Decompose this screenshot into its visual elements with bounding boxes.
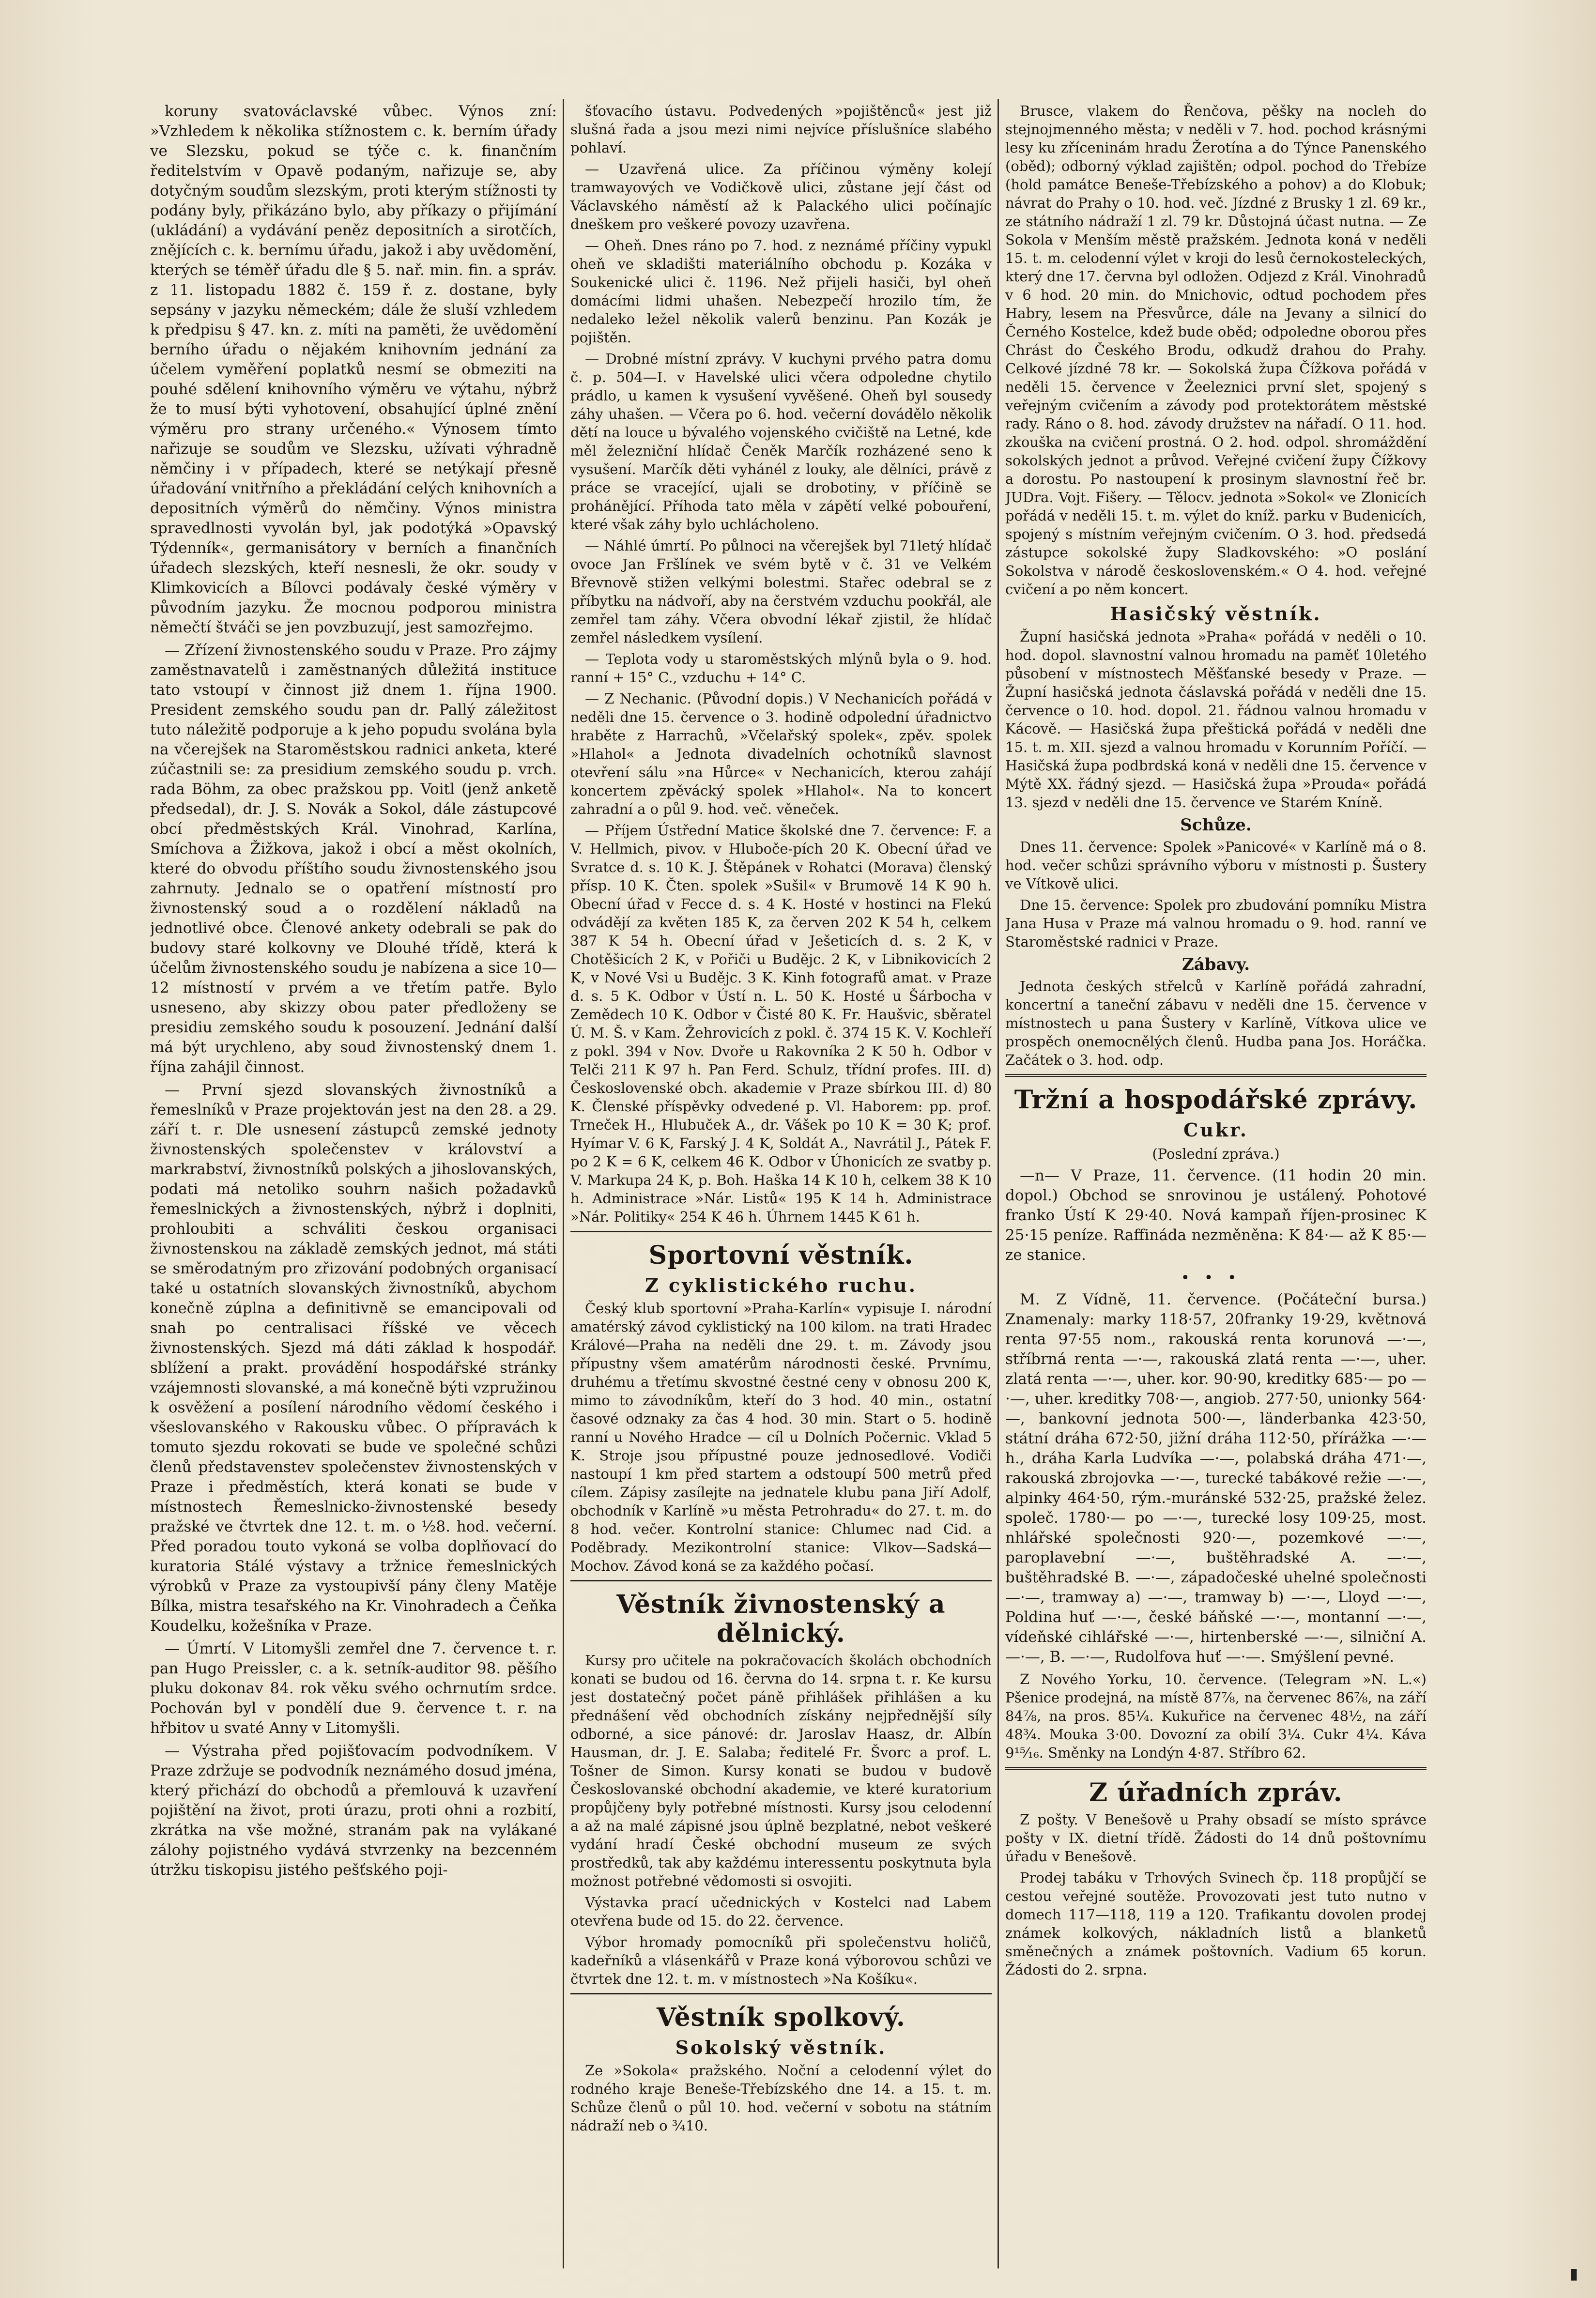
article-paragraph: Z Nového Yorku, 10. července. (Telegram »N. L.«) Pšenice prodejná, na místě 87⅞, na červenec 86⅞, na září 84⅞, na pros. 85¼. Kukuřice na červenec 48½, na září 48¾. Mouka 3·00. Dovozní za obilí 3¼. Cukr 4¼. Káva 9¹⁵⁄₁₆. Směnky na Londýn 4·87. Stříbro 62. xyxy=(1005,1671,1427,1761)
section-divider xyxy=(570,1231,992,1232)
article-paragraph: šťovacího ústavu. Podvedených »pojištěnců« jest již slušná řada a jsou mezi nimi nejvíce příslušníce slabého pohlaví. xyxy=(570,103,992,156)
column-rule xyxy=(998,99,999,2268)
article-paragraph: Dne 15. července: Spolek pro zbudování pomníku Mistra Jana Husa v Praze má valnou hromadu o 9. hod. ranní ve Staroměstské radnici v Praze. xyxy=(1005,897,1427,950)
section-heading-trade: Věstník živnostenský a dělnický. xyxy=(616,1590,946,1648)
section-heading-meetings: Schůze. xyxy=(1180,815,1252,835)
article-paragraph: M. Z Vídně, 11. července. (Počáteční bursa.) Znamenaly: marky 118·57, 20franky 19·29, květnová renta 97·55 nom., rakouská renta korunová —·—, stříbrná renta —·—, rakouská zlatá renta —·—, uher. zlatá renta —·—, uher. kor. 90·90, kreditky 685·— po —·—, uher. kreditky 708·—, angiob. 277·50, unionky 564·—, bankovní jednota 500·—, länderbanka 423·50, státní dráha 672·50, jižní dráha 112·50, přírážka —·— h., dráha Karla Ludvíka —·—, polabská dráha 471·—, rakouská zbrojovka —·—, turecké tabákové režie —·—, alpinky 464·50, rým.-muránské 532·25, pražské želez. společ. 1780·— po —·—, turecké losy 109·25, most. nhlářské společnosti 920·—, pozemkové —·—, paroplavební —·—, buštěhradské A. —·—, buštěhradské B. —·—, západočeské uhelné společnosti —·—, tramway a) —·—, tramway b) —·—, Lloyd —·—, Poldina huť —·—, české báňské —·—, montanní —·—, vídeňské cihlářské —·—, hirtenberské —·—, silniční A. —·—, B. —·—, Rudolfova huť —·—. Smýšlení pevné. xyxy=(1005,1291,1427,1666)
column-rule xyxy=(563,99,564,2268)
subheading-sokol: Sokolský věstník. xyxy=(675,2037,887,2058)
article-paragraph: koruny svatováclavské vůbec. Výnos zní: »Vzhledem k několika stížnostem c. k. berním úřady ve Slezsku, pokud se týče c. k. finančním ředitelstvím v Opavě podaným, nařizuje se, aby dotyčným soudům slezským, proti kterým stížnosti ty podány byly, přikázáno bylo, aby příkazy o přijímání (ukládání) a vydávání peněz depositních a sirotčích, znějících c. k. bernímu úřadu, jakož i aby uvědomění, kterých se téměř úřadu dle § 5. nař. min. fin. a správ. z 11. listopadu 1882 č. 159 ř. z. dostane, byly sepsány v jazyku německém; dále že sluší vzhledem k předpisu § 47. kn. z. míti na paměti, že uvědomění berního úřadu o nějakém knihovním jednání za účelem vyměření poplatků nesmí se obmeziti na pouhé sdělení knihovního výměru ve výtahu, nýbrž že to musí býti vyhotovení, obsahující úplné znění výměru pro strany určeného.« Výnosem tímto nařizuje se soudům ve Slezsku, užívati výhradně němčiny i v případech, které se netýkají přesně úřadování vnitřního a překládání celých knihovních a depositních výměrů do němčiny. Výnos ministra spravedlnosti vyvolán byl, jak podotýká »Opavský Týdenník«, germanisátory v berních a finančních úřadech slezských, kteří nesnesli, že okr. soudy v Klimkovicích a Bílovci podávaly české výměry v původním jazyku. Že mocnou podporou ministra němečtí štváči se jen povzbuzují, jest samozřejmo. xyxy=(150,103,557,636)
article-paragraph: Výstavka prací učednických v Kostelci nad Labem otevřena bude od 15. do 22. července. xyxy=(570,1894,992,1929)
dot-separator: ••• xyxy=(1181,1269,1251,1287)
sugar-note: (Poslední zpráva.) xyxy=(1152,1146,1280,1162)
section-heading-firefighters: Hasičský věstník. xyxy=(1110,603,1322,625)
article-paragraph: — Příjem Ústřední Matice školské dne 7. července: F. a V. Hellmich, pivov. v Hluboče-pích 20 K. Obecní úřad ve Svratce d. s. 10 K. J. Štěpánek v Rohatci (Morava) členský přísp. 10 K. Čten. spolek »Sušil« v Brumově 14 K 90 h. Obecní úřad v Fecce d. s. 4 K. Hosté v hostinci na Flekú odvádějí za květen 185 K, za červen 202 K 54 h, celkem 387 K 54 h. Obecní úřad v Ješeticích d. s. 2 K, v Chotěšicích 2 K, v Pořiči u Budějc. 2 K, v Libnikovicích 2 K, v Nové Vsi u Budějc. 3 K. Kinh fotografů amat. v Praze d. s. 5 K. Odbor v Ústí n. L. 50 K. Hosté u Šárbocha v Zemědech 10 K. Odbor v Čisté 80 K. Fr. Haušvic, sběratel Ú. M. Š. v Kam. Žehrovicích z pokl. č. 374 15 K. V. Kochleří z pokl. 394 v Nov. Dvoře u Rakovníka 2 K 50 h. Odbor v Telči 211 K 97 h. Pan Ferd. Schulz, třídní profes. III. d) Československé obch. akademie v Praze sbírkou III. d) 80 K. Členské příspěvky odvedené p. Vl. Haborem: pp. prof. Trneček H., Hlubuček A., dr. Vášek po 10 K = 30 K; prof. Hyímar V. 6 K, Farský J. 4 K, Soldát A., Navrátil J., Pátek F. po 2 K = 6 K, celkem 46 K. Odbor v Úhonicích ze svatby p. V. Markupa 24 K, p. Boh. Haška 14 K 10 h, celkem 38 K 10 h. Administrace »Nár. Listů« 195 K 14 h. Administrace »Nár. Politiky« 254 K 46 h. Úhrnem 1445 K 61 h. xyxy=(570,822,992,1225)
article-paragraph: — Náhlé úmrtí. Po půlnoci na včerejšek byl 71letý hlídač ovoce Jan Fršlínek ve svém bytě v č. 31 ve Velkém Břevnově stižen velkými bolestmi. Stařec odebral se z příbytku na nádvoří, aby na čerstvém vzduchu pookřál, ale zemřel tam záhy. Včera obvodní lékař zjistil, že hlídač zemřel následkem vysílení. xyxy=(570,537,992,646)
article-paragraph: — Teplota vody u staroměstských mlýnů byla o 9. hod. ranní + 15° C., vzduchu + 14° C. xyxy=(570,651,992,686)
subheading-sugar: Cukr. xyxy=(1183,1119,1248,1141)
article-paragraph: — Uzavřená ulice. Za příčinou výměny kolejí tramwayových ve Vodičkově ulici, zůstane její část od Václavského náměstí až k Palackého ulici počínajíc dneškem pro veškeré povozy uzavřena. xyxy=(570,161,992,232)
article-paragraph: — Oheň. Dnes ráno po 7. hod. z neznámé příčiny vypukl oheň ve skladišti materiálního obchodu p. Kozáka v Soukenické ulici č. 1196. Než přijeli hasiči, byl oheň domácími lidmi uhašen. Nebezpečí hrozilo tím, že nedaleko ležel několik valerů benzinu. Pan Kozák je pojištěn. xyxy=(570,237,992,346)
article-paragraph: — Úmrtí. V Litomyšli zemřel dne 7. července t. r. pan Hugo Preissler, c. a k. setník-auditor 98. pěšího pluku dokonav 84. rok věku svého ochrnutím srdce. Pochován byl v pondělí due 9. července t. r. na hřbitov u svaté Anny v Litomyšli. xyxy=(150,1640,557,1737)
column-3 xyxy=(1005,102,1427,2276)
article-paragraph: — Zřízení živnostenského soudu v Praze. Pro zájmy zaměstnavatelů i zaměstnaných důležitá instituce tato vstoupí v činnost již dnem 1. října 1900. President zemského soudu pan dr. Pallý záležitost tuto náležitě podporuje a k jeho popudu svolána byla na včerejšek na Staroměstskou radnici anketa, které zúčastnili se: za presidium zemského soudu p. vrch. rada Böhm, za obec pražskou pp. Voitl (jenž anketě předsedal), dr. J. S. Novák a Sokol, dále zástupcové obcí předměstských Král. Vinohrad, Karlína, Smíchova a Žižkova, jakož i obcí a měst okolních, které do obvodu příštího soudu živnostenského jsou zahrnuty. Jednalo se o opatření místností pro živnostenský soud a o rozdělení nákladů na jednotlivé obce. Členové ankety odebrali se pak do budovy staré kolkovny ve Dlouhé třídě, která k účelům živnostenského soudu je nabízena a sice 10—12 místností v prvém a ve třetím patře. Bylo usneseno, aby skizzy obou pater předloženy se presidiu zemského soudu k posouzení. Jednání další má být urychleno, aby soud živnostenský dnem 1. října zahájil činnost. xyxy=(150,642,557,1076)
article-paragraph: Ze »Sokola« pražského. Noční a celodenní výlet do rodného kraje Beneše-Třebízského dne 14. a 15. t. m. Schůze členů o půl 10. hod. večerní v sobotu na státním nádraží neb o ¾10. xyxy=(570,2062,992,2134)
section-divider xyxy=(1005,1767,1427,1770)
article-paragraph: — Drobné místní zprávy. V kuchyni prvého patra domu č. p. 504—I. v Havelské ulici včera odpoledne chytilo prádlo, u kamen k vysušení vyvěšené. Oheň byl sousedy záhy uhašen. — Včera po 6. hod. večerní dovádělo několik dětí na louce u bývalého vojenského cvičiště na Letné, kde měl železniční hlídač Čeněk Marčík rozházené seno k vysušení. Marčík děti vyhánél z louky, ale dělníci, právě z práce se vracející, ujali se drobotiny, v příčině se prohánějící. Příhoda tato měla v zápětí velké pobouření, které však záhy bylo uchlácholeno. xyxy=(570,351,992,533)
article-paragraph: Výbor hromady pomocníků při společenstvu holičů, kadeřníků a vlásenkářů v Praze koná výborovou schůzi ve čtvrtek dne 12. t. m. v místnostech »Na Košíku«. xyxy=(570,1934,992,1987)
article-paragraph: Z pošty. V Benešově u Prahy obsadí se místo správce pošty v IX. dietní třídě. Žádosti do 14 dnů poštovnímu úřadu v Benešově. xyxy=(1005,1811,1427,1865)
article-paragraph: Dnes 11. července: Spolek »Panicové« v Karlíně má o 8. hod. večer schůzi správního výboru v místnosti p. Šustery ve Vítkově ulici. xyxy=(1005,839,1427,892)
column-1 xyxy=(150,102,557,2276)
column-2 xyxy=(570,102,992,2276)
article-paragraph: — Výstraha před pojišťovacím podvodníkem. V Praze zdržuje se podvodník neznámého dosud jména, který přichází do obchodů a přemlouvá k uzavření pojištění na život, proti úrazu, proti ohni a rozbití, zkrátka na vše možné, stranám pak na vylákané zálohy pojistného vydává stvrzenky na bezcenném útržku tiskopisu jistého pešťského poji- xyxy=(150,1742,557,1879)
section-divider xyxy=(1005,1074,1427,1077)
article-paragraph: Brusce, vlakem do Řenčova, pěšky na nocleh do stejnojmenného města; v neděli v 7. hod. pochod krásnými lesy ku zříceninám hradu Žerotína a do Týnce Panenského (oběd); odborný výklad zajištěn; odpol. pochod do Třebíze (hold památce Beneše-Třebízského a pohov) a do Klobuk; návrat do Prahy o 10. hod. več. Jízdné z Brusky 1 zl. 69 kr., ze státního nádraží 1 zl. 79 kr. Důstojná účast nutna. — Ze Sokola v Menším městě pražském. Jednota koná v neděli 15. t. m. celodenní výlet v kroji do lesů černokosteleckých, který dne 17. června byl odložen. Odjezd z Král. Vinohradů v 6 hod. 20 min. do Mnichovic, odtud pochodem přes Habry, lesem na Přesvůrce, dále na Jevany a silnicí do Černého Kostelce, kdež bude oběd; odpoledne oborou přes Chrást do Českého Brodu, odkudž drahou do Prahy. Celkové jízdné 78 kr. — Sokolská župa Čížkova pořádá v neděli 15. července v Žeeleznici první slet, spojený s veřejným cvičením a závody pod protektorátem městské rady. Ráno o 8. hod. závody družstev na nářadí. O 11. hod. zkouška na cvičení prostná. O 2. hod. odpol. shromáždění sokolských jednot a průvod. Veřejné cvičení župy Čížkovy a dorostu. Po nastoupení k prosinym slavnostní řeč br. JUDra. Vojt. Fišery. — Tělocv. jednota »Sokol« ve Zlonicích pořádá v neděli 15. t. m. výlet do kníž. parku v Budenicích, spojený s místním veřejným cvičením. O 3. hod. předsedá zástupce sokolské župy Sladkovského: »O poslání Sokolstva v národě československém.« O 4. hod. veřejné cvičení a po něm koncert. xyxy=(1005,103,1427,597)
article-paragraph: — První sjezd slovanských živnostníků a řemeslníků v Praze projektován jest na den 28. a 29. září t. r. Dle usnesení zástupců zemské jednoty živnostenských společenstev v království a markrabství, živnostníků polských a jihoslovanských, podati má netoliko souhrn našich požadavků řemeslnických a živnostenských, nýbrž i doplniti, prohloubiti a schváliti českou organisaci živnostenskou na základě zemských jednot, má státi se směrodatným pro zřizování podobných organisací také u ostatních slovanských živnostníků, abychom konečně zúplna a definitivně se emancipovali od snah po centralisaci říšské ve věcech živnostenských. Sjezd má dáti základ k hospodář. sblížení a prakt. provádění hospodářské stránky vzájemnosti slovanské, a má konečně býti vzpružinou k osvěžení a posílení národního vědomí českého i všeslovanského v Rakousku vůbec. O přípravách k tomuto sjezdu rokovati se bude ve společné schůzi členů představenstev společenstev živnostenských v Praze i předměstích, která konati se bude v místnostech Řemeslnicko-živnostenské besedy pražské ve čtvrtek dne 12. t. m. o ½8. hod. večerní. Před poradou touto vykoná se volba doplňovací do kuratoria Stálé výstavy a tržnice řemeslnických výrobků v Praze za vystoupivší pány členy Matěje Bílka, mistra tesařského na Kr. Vinohradech a Čeňka Koudelku, kožešníka v Praze. xyxy=(150,1081,557,1635)
section-divider xyxy=(570,1580,992,1581)
article-paragraph: Župní hasičská jednota »Praha« pořádá v neděli o 10. hod. dopol. slavnostní valnou hromadu na paměť 10letého působení v místnostech Měšťanské besedy v Praze. — Župní hasičská jednota čáslavská pořádá v neděli dne 15. července o 10. hod. dopol. 21. řádnou valnou hromadu v Kácově. — Hasičská župa přeštická pořádá v neděli dne 15. t. m. XII. sjezd a valnou hromadu v Korunním Poříčí. — Hasičská župa podbrdská koná v neděli dne 15. července v Mýtě XX. řádný sjezd. — Hasičská župa »Prouda« pořádá 13. sjezd v neděli dne 15. července ve Starém Kníně. xyxy=(1005,628,1427,811)
section-heading-associations: Věstník spolkový. xyxy=(657,2003,905,2032)
article-paragraph: — Z Nechanic. (Původní dopis.) V Nechanicích pořádá v neděli dne 15. července o 3. hodině odpolední úřadnictvo hraběte z Harrachů, »Včelařský spolek«, zpěv. spolek »Hlahol« a Jednota divadelních ochotníků slavnost otevření sálu »na Hůrce« v Nechanicích, kterou zahájí koncertem zpěvácký spolek »Hlahol«. Na to koncert zahradní a o půl 9. hod. več. věneček. xyxy=(570,690,992,817)
section-divider xyxy=(570,1993,992,1994)
subheading-cycling: Z cyklistického ruchu. xyxy=(645,1274,917,1296)
section-heading-official: Z úřadních zpráv. xyxy=(1089,1778,1343,1808)
article-paragraph: Prodej tabáku v Trhových Svinech čp. 118 propůjčí se cestou veřejné soutěže. Provozovati jest tuto nutno v domech 117—118, 119 a 120. Trafikantu dovolen prodej známek kolkových, nákladních listů a blanketů směnečných a známek poštovních. Vadium 65 korun. Žádosti do 2. srpna. xyxy=(1005,1869,1427,1978)
corner-mark xyxy=(1571,2269,1577,2281)
section-heading-sport: Sportovní věstník. xyxy=(648,1241,914,1270)
section-heading-entertainment: Zábavy. xyxy=(1182,955,1250,974)
section-heading-market: Tržní a hospodářské zprávy. xyxy=(1014,1085,1418,1115)
article-paragraph: Jednota českých střelců v Karlíně pořádá zahradní, koncertní a taneční zábavu v neděli dne 15. července v místnostech u pana Šustery v Karlíně, Vítkova ulice ve prospěch onemocnělých členů. Hudba pana Jos. Horáčka. Začátek o 3. hod. odp. xyxy=(1005,978,1427,1068)
article-paragraph: Český klub sportovní »Praha-Karlín« vypisuje I. národní amatérský závod cyklistický na 100 kilom. na trati Hradec Králové—Praha na neděli dne 29. t. m. Závody jsou přípustny všem amatérům národnosti české. Prvnímu, druhému a třetímu skvostné čestné ceny v obnosu 200 K, mimo to závodníkům, kteří do 3 hod. 40 min., ostatní časové odznaky za čas 4 hod. 30 min. Start o 5. hodině ranní u Nového Hradce — cíl u Dolních Počernic. Vklad 5 K. Stroje jsou přípustné pouze jednosedlové. Vodiči nastoupí 1 km před startem a odstoupí 500 metrů před cílem. Zápisy zasílejte na jednatele klubu pana Jiří Adolf, obchodník v Karlíně »u města Petrohradu« do 27. t. m. do 8 hod. večer. Kontrolní stanice: Chlumec nad Cid. a Poděbrady. Mezikontrolní stanice: Vlkov—Sadská—Mochov. Závod koná se za každého počasí. xyxy=(570,1300,992,1574)
article-paragraph: —n— V Praze, 11. července. (11 hodin 20 min. dopol.) Obchod se snrovinou je ustálený. Pohotové franko Ústí K 29·40. Nová kampaň říjen-prosinec K 25·15 peníze. Raffináda nezměněna: K 84·— až K 85·— ze stanice. xyxy=(1005,1167,1427,1264)
article-paragraph: Kursy pro učitele na pokračovacích školách obchodních konati se budou od 16. června do 14. srpna t. r. Ke kursu jest dostatečný počet páně přihlášek přihlášen a ku přednášení věd obchodních získány nejpřednější síly odborné, a sice pánové: dr. Jaroslav Haasz, dr. Albín Hausman, dr. J. E. Salaba; ředitelé Fr. Švorc a prof. L. Tošner de Simon. Kursy konati se budou v budově Českoslovanské obchodní akademie, ve které kuratorium propůjčeny byly potřebné místnosti. Kursy jsou celodenní a až na malé zápisné jsou úplně bezplatné, nebot veškeré vydání hradí České obchodní museum ze svých prostředků, tak aby každému interessentu poskytnuta byla možnost potřebné vědomosti si osvojiti. xyxy=(570,1652,992,1889)
